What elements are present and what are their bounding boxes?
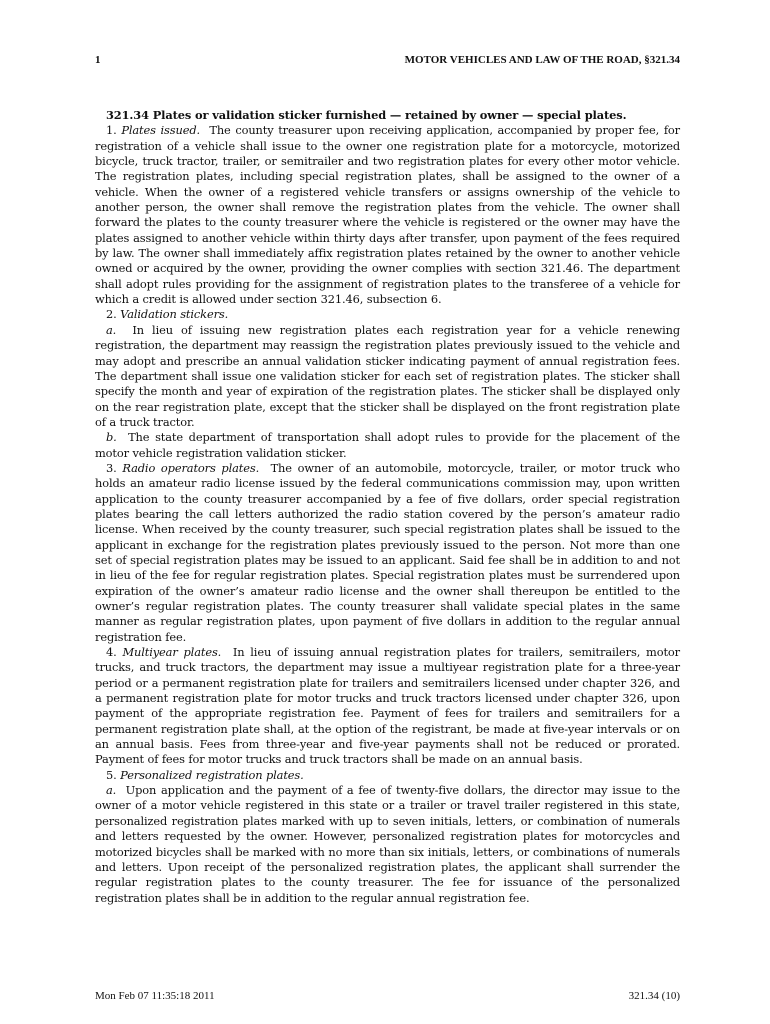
subsection-title: Validation stickers.: [120, 307, 229, 322]
paragraph-text: Upon application and the payment of a fee of twenty-five dollars, the director may issue to the owner of a motor vehicle registered in this state or a trailer or travel trailer registered in this state, personalized registration plates marked with up to seven initials, letters, or combination of numerals and letters requested by the owner. However, personalized registration plates for motorcycles and motorized bicycles shall be marked with no more than six initials, letters, or combinations of numerals and letters. Upon receipt of the personalized registration plates, the applicant shall surrender the regular registration plates to the county treasurer. The fee for issuance of the personalized registration plates shall be in addition to the regular annual registration fee.: [95, 783, 680, 905]
statute-body: [95, 108, 680, 906]
paragraph-2a: [95, 323, 680, 430]
paragraph-2b: [95, 430, 680, 461]
subsection-4: [95, 645, 680, 768]
running-header: [95, 54, 680, 70]
footer-timestamp: Mon Feb 07 11:35:18 2011: [95, 990, 215, 1002]
subsection-title: Multiyear plates.: [122, 645, 222, 660]
paragraph-letter: a.: [106, 783, 117, 798]
paragraph-text: In lieu of issuing new registration plates each registration year for a vehicle renewing registration, the department may reassign the registration plates previously issued to the vehicle and may adopt and prescribe an annual validation sticker indicating payment of annual registration fees. The department shall issue one validation sticker for each set of registration plates. The sticker shall specify the month and year of expiration of the registration plates. The sticker shall be displayed only on the rear registration plate, except that the sticker shall be displayed on the front registration plate of a truck tractor.: [95, 322, 680, 429]
subsection-number: 3.: [106, 460, 117, 475]
page-number: 1: [95, 54, 101, 66]
paragraph-5a: [95, 783, 680, 906]
subsection-title: Personalized registration plates.: [120, 767, 304, 782]
subsection-5: [95, 768, 680, 783]
paragraph-letter: b.: [106, 430, 117, 445]
subsection-2: [95, 307, 680, 322]
page-footer: [95, 990, 680, 1006]
subsection-text: In lieu of issuing annual registration plates for trailers, semitrailers, motor trucks, and truck tractors, the department may issue a multiyear registration plate for a three-year period or a permanent registration plate for trailers and semitrailers licensed under chapter 326, and a permanent registration plate for motor trucks and truck tractors licensed under chapter 326, upon payment of the appropriate registration fee. Payment of fees for trailers and semitrailers for a permanent registration plate shall, at the option of the registrant, be made at five-year intervals or on an annual basis. Fees from three-year and five-year payments shall not be reduced or prorated. Payment of fees for motor trucks and truck tractors shall be made on an annual basis.: [95, 645, 680, 767]
subsection-1: [95, 123, 680, 307]
subsection-number: 4.: [106, 645, 117, 660]
subsection-text: The owner of an automobile, motorcycle, trailer, or motor truck who holds an amateur radio license issued by the federal communications commission may, upon written application to the county treasurer accompanied by a fee of five dollars, order special registration plates bearing the call letters authorized the radio station covered by the person’s amateur radio license. When received by the county treasurer, such special registration plates shall be issued to the applicant in exchange for the registration plates previously issued to the person. Not more than one set of special registration plates may be issued to an applicant. Said fee shall be in addition to and not in lieu of the fee for regular registration plates. Special registration plates must be surrendered upon expiration of the owner’s amateur radio license and the owner shall thereupon be entitled to the owner’s regular registration plates. The county treasurer shall validate special plates in the same manner as regular registration plates, upon payment of five dollars in addition to the regular annual registration fee.: [95, 460, 680, 644]
footer-page-ref: 321.34 (10): [628, 990, 680, 1002]
section-heading: 321.34 Plates or validation sticker furnished — retained by owner — special plates.: [106, 108, 627, 122]
paragraph-text: The state department of transportation shall adopt rules to provide for the placement of the motor vehicle registration validation sticker.: [95, 430, 680, 460]
subsection-number: 2.: [106, 307, 117, 322]
subsection-title: Plates issued.: [121, 123, 201, 138]
subsection-text: The county treasurer upon receiving application, accompanied by proper fee, for registration of a vehicle shall issue to the owner one registration plate for a motorcycle, motorized bicycle, truck tractor, trailer, or semitrailer and two registration plates for every other motor vehicle. The registration plates, including special registration plates, shall be assigned to the owner of a vehicle. When the owner of a registered vehicle transfers or assigns ownership of the vehicle to another person, the owner shall remove the registration plates from the vehicle. The owner shall forward the plates to the county treasurer where the vehicle is registered or the owner may have the plates assigned to another vehicle within thirty days after transfer, upon payment of the fees required by law. The owner shall immediately affix registration plates retained by the owner to another vehicle owned or acquired by the owner, providing the owner complies with section 321.46. The department shall adopt rules providing for the assignment of registration plates to the transferee of a vehicle for which a credit is allowed under section 321.46, subsection 6.: [95, 123, 680, 307]
running-title: MOTOR VEHICLES AND LAW OF THE ROAD, §321.34: [404, 54, 680, 66]
subsection-3: [95, 461, 680, 645]
paragraph-letter: a.: [106, 322, 117, 337]
subsection-number: 1.: [106, 123, 117, 138]
subsection-title: Radio operators plates.: [122, 460, 260, 475]
subsection-number: 5.: [106, 767, 117, 782]
